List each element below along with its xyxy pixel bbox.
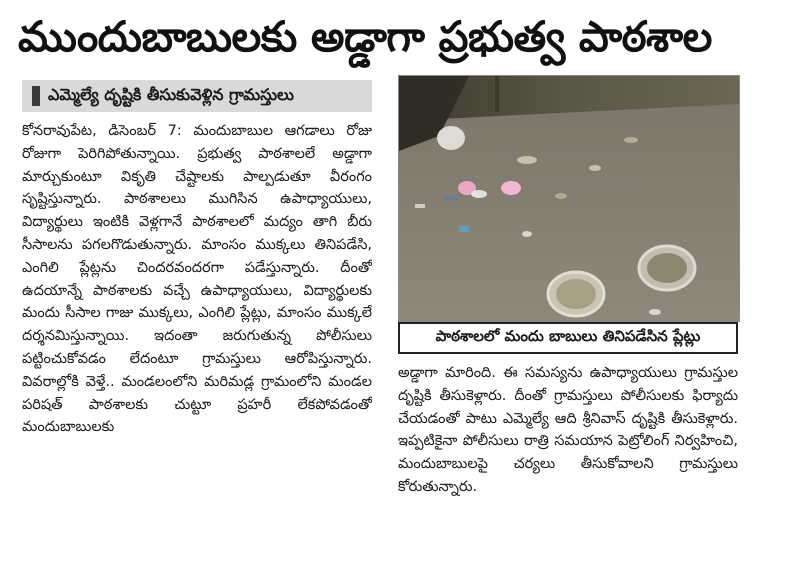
news-photo	[398, 75, 740, 322]
article-body-right: అడ్డాగా మారింది. ఈ సమస్యను ఉపాధ్యాయులు గ్రామస్తుల దృష్టికి తీసుకెళ్లారు. దీంతో గ్రామస్తులు పోలీసులకు ఫిర్యాదు చేయడంతో పాటు ఎమ్మెల్యే ఆది శ్రీనివాస్ దృష్టికి తీసుకెళ్లారు. ఇప్పటికైనా పోలీసులు రాత్రి సమయాన పెట్రోలింగ్ నిర్వహించి, మందుబాబులపై చర్యలు తీసుకోవాలని గ్రామస్తులు కోరుతున్నారు.	[398, 365, 738, 495]
news-photo-image	[399, 76, 739, 321]
headline: ముందుబాబులకు అడ్డాగా ప్రభుత్వ పాఠశాల	[18, 12, 712, 61]
subheadline-box	[22, 80, 372, 112]
article-column-left	[22, 120, 372, 530]
subheadline: ఎమ్మెల్యే దృష్టికి తీసుకువెళ్లిన గ్రామస్తులు	[48, 84, 294, 104]
photo-caption-box	[398, 322, 738, 354]
article-column-right	[398, 362, 738, 532]
subheadline-marker	[32, 86, 40, 106]
article-body-left: కోనరావుపేట, డిసెంబర్ 7: మందుబాబుల ఆగడాలు రోజు రోజుగా పెరిగిపోతున్నాయి. ప్రభుత్వ పాఠశాలలే అడ్డాగా మార్చుకుంటూ వికృతి చేష్టాలకు పాల్పడుతూ వీరంగం సృష్టిస్తున్నారు. పాఠశాలలు ముగిసిన ఉపాధ్యాయులు, విద్యార్థులు ఇంటికి వెళ్లగానే పాఠశాలలో మద్యం తాగి బీరు సీసాలను పగలగొడుతున్నారు. మాంసం ముక్కలు తినిపడేసి, ఎంగిలి ప్లేట్లను చిందరవందరగా పడేస్తున్నారు. దీంతో ఉదయాన్నే పాఠశాలకు వచ్చే ఉపాధ్యాయులు, విద్యార్థులకు మందు సీసాల గాజు ముక్కలు, ఎంగిలి ప్లేట్లు, మాంసం ముక్కలే దర్శనమిస్తున్నాయి. ఇదంతా జరుగుతున్న పోలీసులు పట్టించుకోవడం లేదంటూ గ్రామస్తులు ఆరోపిస్తున్నారు. వివరాల్లోకి వెళ్తే.. మండలంలోని మరిమడ్ల గ్రామంలోని మండల పరిషత్ పాఠశాలకు చుట్టూ ప్రహరీ లేకపోవడంతో మందుబాబులకు	[22, 123, 372, 436]
photo-caption: పాఠశాలలో మందు బాబులు తినిపడేసిన ప్లేట్లు	[435, 327, 701, 345]
